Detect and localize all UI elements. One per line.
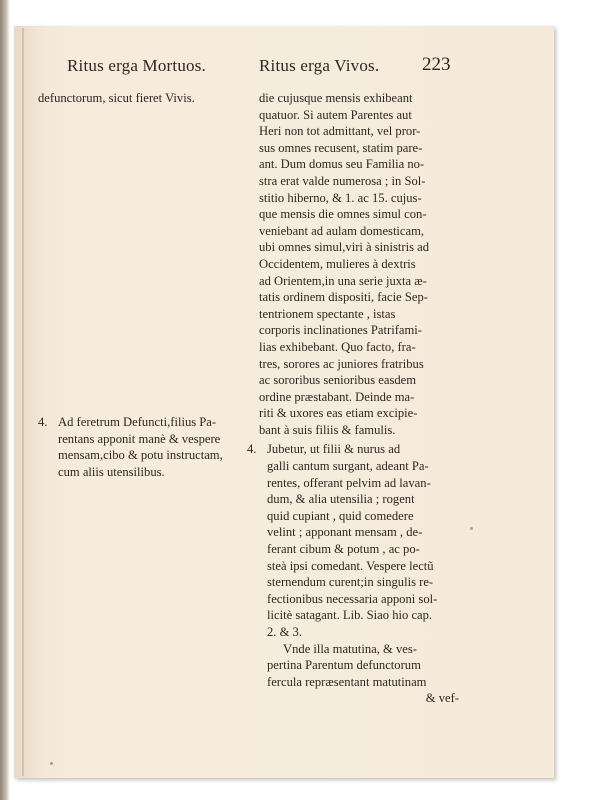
right-item-4-line: galli cantum surgant, adeant Pa- <box>267 459 429 474</box>
right-item-4-text: Jubetur, ut filii & nurus ad <box>267 442 401 457</box>
right-item-4-line: ferant cibum & potum , ac po- <box>267 542 420 557</box>
running-head-left: Ritus erga Mortuos. <box>67 56 207 75</box>
right-column <box>247 90 459 707</box>
text-line: que mensis die omnes simul con- <box>259 207 427 222</box>
page-number: 223 <box>422 54 451 75</box>
text-line: pertina Parentum defunctorum <box>267 658 421 673</box>
text-line: ubi omnes simul,viri à sinistris ad <box>259 240 430 255</box>
text-line: riti & uxores eas etiam excipie- <box>259 406 418 421</box>
paper-speck <box>470 527 473 530</box>
text-line: tentrionem spectante , istas <box>259 306 396 321</box>
text-line: ordine præstabant. Deinde ma- <box>259 389 415 404</box>
right-item-4-line <box>247 441 459 458</box>
text-line: fercula repræsentant matutinam <box>267 674 427 689</box>
text-line: lias exhibebant. Quo facto, fra- <box>259 339 416 354</box>
left-item-4-line: cum aliis utensilibus. <box>58 465 165 480</box>
left-column <box>38 90 248 481</box>
right-item-4-line: 2. & 3. <box>267 625 302 639</box>
text-line: tres, sorores ac juniores fratribus <box>259 356 424 371</box>
paper-speck <box>50 762 53 765</box>
text-line: Vnde illa matutina, & ves- <box>283 641 417 656</box>
right-paragraph-1 <box>259 90 459 438</box>
text-line: ad Orientem,in una serie juxta æ- <box>259 273 427 288</box>
text-line: ant. Dum domus seu Familia no- <box>259 157 425 172</box>
text-line: die cujusque mensis exhibeant <box>259 91 413 105</box>
right-item-4 <box>247 441 459 640</box>
right-item-4-line: sternendum curent;in singulis re- <box>267 575 434 590</box>
right-paragraph-2 <box>259 641 459 707</box>
text-line: veniebant ad aulam domesticam, <box>259 223 425 238</box>
left-top-line: defunctorum, sicut fieret Vivis. <box>38 91 195 105</box>
book-gutter <box>0 0 10 800</box>
right-item-4-line: steà ipsi comedant. Vespere lectũ <box>267 558 434 573</box>
text-line: Heri non tot admittant, vel pror- <box>259 124 421 139</box>
text-line: corporis inclinationes Patrifami- <box>259 323 422 338</box>
left-item-4 <box>38 414 248 481</box>
text-line: ac sororibus senioribus easdem <box>259 373 417 388</box>
text-line: Occidentem, mulieres à dextris <box>259 256 416 271</box>
left-item-4-number: 4. <box>38 414 48 429</box>
right-item-4-line: rentes, offerant pelvim ad lavan- <box>267 475 431 490</box>
running-head-right: Ritus erga Vivos. <box>259 56 380 75</box>
right-item-4-line: fectionibus necessaria apponi sol- <box>267 591 438 606</box>
binding-shadow <box>22 28 24 776</box>
text-line: sus omnes recusent, statim pare- <box>259 140 423 155</box>
text-line: quatuor. Si autem Parentes aut <box>259 107 412 122</box>
left-item-4-line <box>38 414 248 431</box>
right-item-4-number: 4. <box>247 442 257 457</box>
right-item-4-line: velint ; apponant mensam , de- <box>267 525 423 540</box>
left-item-4-line: rentans apponit manè & vespere <box>58 431 221 446</box>
text-line: tatis ordinem dispositi, facie Sep- <box>259 290 428 305</box>
left-column-spacer <box>38 107 248 414</box>
catchword: & vef- <box>425 691 459 706</box>
text-line: stra erat valde numerosa ; in Sol- <box>259 173 426 188</box>
right-item-4-line: licitè satagant. Lib. Siao hio cap. <box>267 608 433 623</box>
right-item-4-line: quid cupiant , quid comedere <box>267 508 414 523</box>
right-item-4-line: dum, & alia utensilia ; rogent <box>267 492 415 507</box>
text-line: stitio hiberno, & 1. ac 15. cujus- <box>259 190 422 205</box>
text-line: bant à suis filiis & famulis. <box>259 422 396 437</box>
left-item-4-text: Ad feretrum Defuncti,filius Pa- <box>58 414 217 429</box>
left-item-4-line: mensam,cibo & potu instructam, <box>58 448 223 463</box>
